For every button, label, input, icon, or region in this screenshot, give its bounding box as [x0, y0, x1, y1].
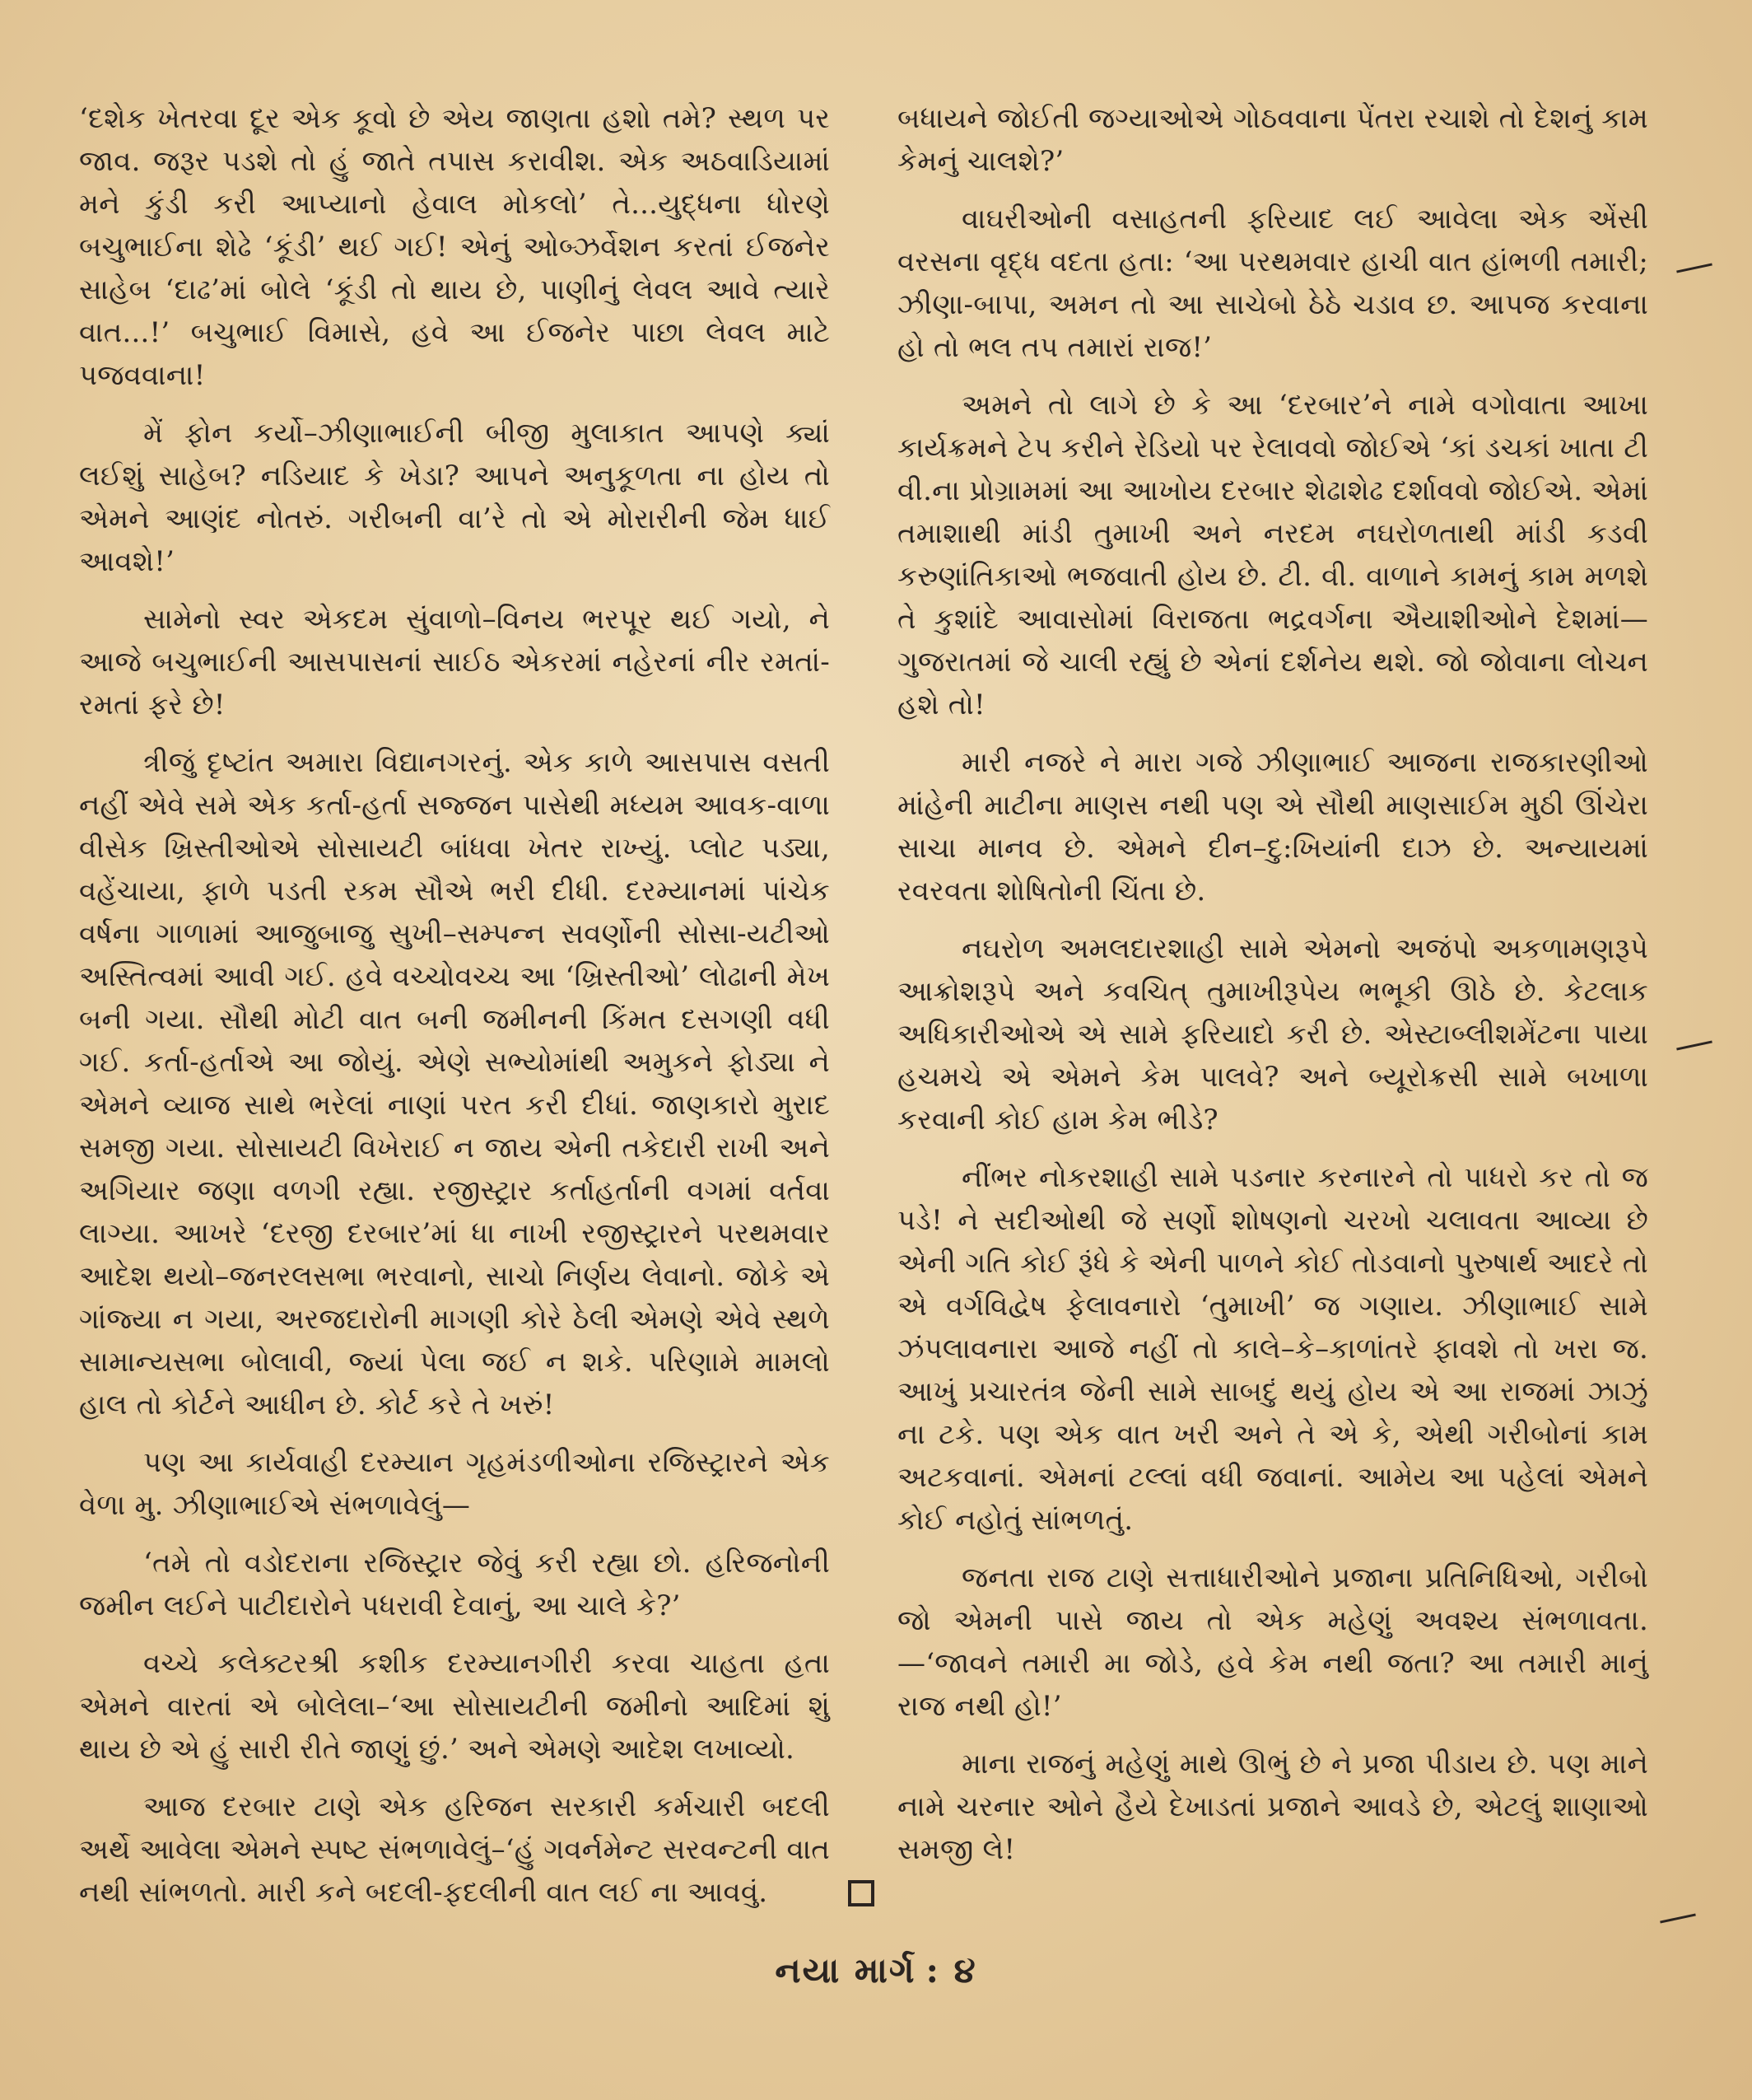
end-of-article-square-icon [848, 1880, 874, 1906]
paragraph: સામેનો સ્વર એકદમ સુંવાળો–વિનય ભરપૂર થઈ ગયો, ને આજે બચુભાઈની આસપાસનાં સાઈઠ એકરમાં નહેરનાં નીર રમતાં-રમતાં ફરે છે! [79, 603, 830, 721]
paragraph: ‘દશેક ખેતરવા દૂર એક કૂવો છે એય જાણતા હશો તમે? સ્થળ પર જાવ. જરૂર પડશે તો હું જાતે તપાસ કરાવીશ. એક અઠવાડિયામાં મને કુંડી કરી આપ્યાનો હેવાલ મોકલો’ તે...યુદ્ધના ધોરણે બચુભાઈના શેઢે ‘કૂંડી’ થઈ ગઈ! એનું ઓબ્ઝર્વેશન કરતાં ઈજનેર સાહેબ ‘દાઢ’માં બોલે ‘કૂંડી તો થાય છે, પાણીનું લેવલ આવે ત્યારે વાત...!’ બચુભાઈ વિમાસે, હવે આ ઈજનેર પાછા લેવલ માટે પજવવાના! [79, 102, 830, 392]
paragraph: માના રાજનું મહેણું માથે ઊભું છે ને પ્રજા પીડાય છે. પણ માને નામે ચરનાર ઓને હૈયે દેખાડતાં પ્રજાને આવડે છે, એટલું શાણાઓ સમજી લે! [897, 1748, 1648, 1866]
right-column [897, 97, 1648, 1886]
paragraph: નઘરોળ અમલદારશાહી સામે એમનો અજંપો અકળામણરૂપે આક્રોશરૂપે અને કવચિત્ તુમાખીરૂપેય ભભૂકી ઊઠે છે. કેટલાક અધિકારીઓએ એ સામે ફરિયાદો કરી છે. એસ્ટાબ્લીશમેંટના પાયા હચમચે એ એમને કેમ પાલવે? અને બ્યૂરોક્રસી સામે બખાળા કરવાની કોઈ હામ કેમ ભીડે? [897, 932, 1648, 1136]
page-footer [0, 1950, 1752, 1991]
page-number: : ૪ [925, 1950, 977, 1990]
paragraph: અમને તો લાગે છે કે આ ‘દરબાર’ને નામે વગોવાતા આખા કાર્યક્રમને ટેપ કરીને રેડિયો પર રેલાવવો જોઈએ ‘કાં ડચકાં ખાતા ટી વી.ના પ્રોગ્રામમાં આ આખોય દરબાર શેઢાશેઢ દર્શાવવો જોઈએ. એમાં તમાશાથી માંડી તુમાખી અને નરદમ નઘરોળતાથી માંડી કડવી કરુણાંતિકાઓ ભજવાતી હોય છે. ટી. વી. વાળાને કામનું કામ મળશે તે કુશાંદે આવાસોમાં વિરાજતા ભદ્રવર્ગના ઐયાશીઓને દેશમાં—ગુજરાતમાં જે ચાલી રહ્યું છે એનાં દર્શનેય થશે. જો જોવાના લોચન હશે તો! [897, 389, 1648, 721]
paragraph: ત્રીજું દૃષ્ટાંત અમારા વિદ્યાનગરનું. એક કાળે આસપાસ વસતી નહીં એવે સમે એક કર્તા-હર્તા સજ્જન પાસેથી મધ્યમ આવક-વાળા વીસેક ખ્રિસ્તીઓએ સોસાયટી બાંધવા ખેતર રાખ્યું. પ્લોટ પડ્યા, વહેંચાયા, ફાળે પડતી રકમ સૌએ ભરી દીધી. દરમ્યાનમાં પાંચેક વર્ષના ગાળામાં આજુબાજુ સુખી–સમ્પન્ન સવર્ણોની સોસા-યટીઓ અસ્તિત્વમાં આવી ગઈ. હવે વચ્ચોવચ્ચ આ ‘ખ્રિસ્તીઓ’ લોઢાની મેખ બની ગયા. સૌથી મોટી વાત બની જમીનની કિંમત દસગણી વધી ગઈ. કર્તા-હર્તાએ આ જોયું. એણે સભ્યોમાંથી અમુકને ફોડ્યા ને એમને વ્યાજ સાથે ભરેલાં નાણાં પરત કરી દીધાં. જાણકારો મુરાદ સમજી ગયા. સોસાયટી વિખેરાઈ ન જાય એની તકેદારી રાખી અને અગિયાર જણા વળગી રહ્યા. રજીસ્ટ્રાર કર્તાહર્તાની વગમાં વર્તવા લાગ્યા. આખરે ‘દરજી દરબાર’માં ધા નાખી રજીસ્ટ્રારને પરથમવાર આદેશ થયો–જનરલસભા ભરવાનો, સાચો નિર્ણય લેવાનો. જોકે એ ગાંજ્યા ન ગયા, અરજદારોની માગણી કોરે ઠેલી એમણે એવે સ્થળે સામાન્યસભા બોલાવી, જ્યાં પેલા જઈ ન શકે. પરિણામે મામલો હાલ તો કોર્ટને આધીન છે. કોર્ટ કરે તે ખરું! [79, 746, 830, 1421]
paragraph: પણ આ કાર્યવાહી દરમ્યાન ગૃહમંડળીઓના રજિસ્ટ્રારને એક વેળા મુ. ઝીણાભાઈએ સંભળાવેલું— [79, 1446, 830, 1522]
margin-tick-mark [1660, 1912, 1696, 1924]
margin-tick-mark [1676, 262, 1712, 273]
paragraph: વચ્ચે કલેક્ટરશ્રી કશીક દરમ્યાનગીરી કરવા ચાહતા હતા એમને વારતાં એ બોલેલા–‘આ સોસાયટીની જમીનો આદિમાં શું થાય છે એ હું સારી રીતે જાણું છું.’ અને એમણે આદેશ લખાવ્યો. [79, 1647, 830, 1766]
paragraph: નીંભર નોકરશાહી સામે પડનાર કરનારને તો પાધરો કર તો જ પડે! ને સદીઓથી જે સર્ણો શોષણનો ચરખો ચલાવતા આવ્યા છે એની ગતિ કોઈ રૂંધે કે એની પાળને કોઈ તોડવાનો પુરુષાર્થ આદરે તો એ વર્ગવિદ્વેષ ફેલાવનારો ‘તુમાખી’ જ ગણાય. ઝીણાભાઈ સામે ઝંપલાવનારા આજે નહીં તો કાલે–કે–કાળાંતરે ફાવશે તો ખરા જ. આખું પ્રચારતંત્ર જેની સામે સાબદું થયું હોય એ આ રાજમાં ઝાઝું ના ટકે. પણ એક વાત ખરી અને તે એ કે, એથી ગરીબોનાં કામ અટકવાનાં. એમનાં ટલ્લાં વધી જવાનાં. આમેય આ પહેલાં એમને કોઈ નહોતું સાંભળતું. [897, 1161, 1648, 1537]
margin-tick-mark [1676, 1039, 1712, 1051]
paragraph: મારી નજરે ને મારા ગજે ઝીણાભાઈ આજના રાજકારણીઓ માંહેની માટીના માણસ નથી પણ એ સૌથી માણસાઈમ મુઠી ઊંચેરા સાચા માનવ છે. એમને દીન–દુ:ખિયાંની દાઝ છે. અન્યાયમાં રવરવતા શોષિતોની ચિંતા છે. [897, 746, 1648, 908]
paragraph: મેં ફોન કર્યો–ઝીણાભાઈની બીજી મુલાકાત આપણે ક્યાં લઈશું સાહેબ? નડિયાદ કે ખેડા? આપને અનુકૂળતા ના હોય તો એમને આણંદ નોતરું. ગરીબની વા’રે તો એ મોરારીની જેમ ધાઈ આવશે!’ [79, 417, 830, 578]
paragraph: આજ દરબાર ટાણે એક હરિજન સરકારી કર્મચારી બદલી અર્થે આવેલા એમને સ્પષ્ટ સંભળાવેલું–‘હું ગવર્નમેન્ટ સરવન્ટની વાત નથી સાંભળતો. મારી કને બદલી-ફદલીની વાત લઈ ના આવવું. [79, 1790, 830, 1909]
magazine-name: નયા માર્ગ [775, 1950, 916, 1990]
paragraph: બધાયને જોઈતી જગ્યાઓએ ગોઠવવાના પેંતરા રચાશે તો દેશનું કામ કેમનું ચાલશે?’ [897, 102, 1648, 178]
left-column [79, 97, 830, 1929]
paragraph: જનતા રાજ ટાણે સત્તાધારીઓને પ્રજાના પ્રતિનિધિઓ, ગરીબો જો એમની પાસે જાય તો એક મહેણું અવશ્ય સંભળાવતા.—‘જાવને તમારી મા જોડે, હવે કેમ નથી જતા? આ તમારી માનું રાજ નથી હો!’ [897, 1561, 1648, 1723]
quote-paragraph: ‘તમે તો વડોદરાના રજિસ્ટ્રાર જેવું કરી રહ્યા છો. હરિજનોની જમીન લઈને પાટીદારોને પધરાવી દેવાનું, આ ચાલે કે?’ [79, 1547, 830, 1622]
paragraph: વાઘરીઓની વસાહતની ફરિયાદ લઈ આવેલા એક એંસી વરસના વૃદ્ધ વદતા હતા: ‘આ પરથમવાર હાચી વાત હાંભળી તમારી; ઝીણા-બાપા, અમન તો આ સાચેબો ઠેઠે ચડાવ છ. આપજ કરવાના હો તો ભલ તપ તમારાં રાજ!’ [897, 203, 1648, 364]
